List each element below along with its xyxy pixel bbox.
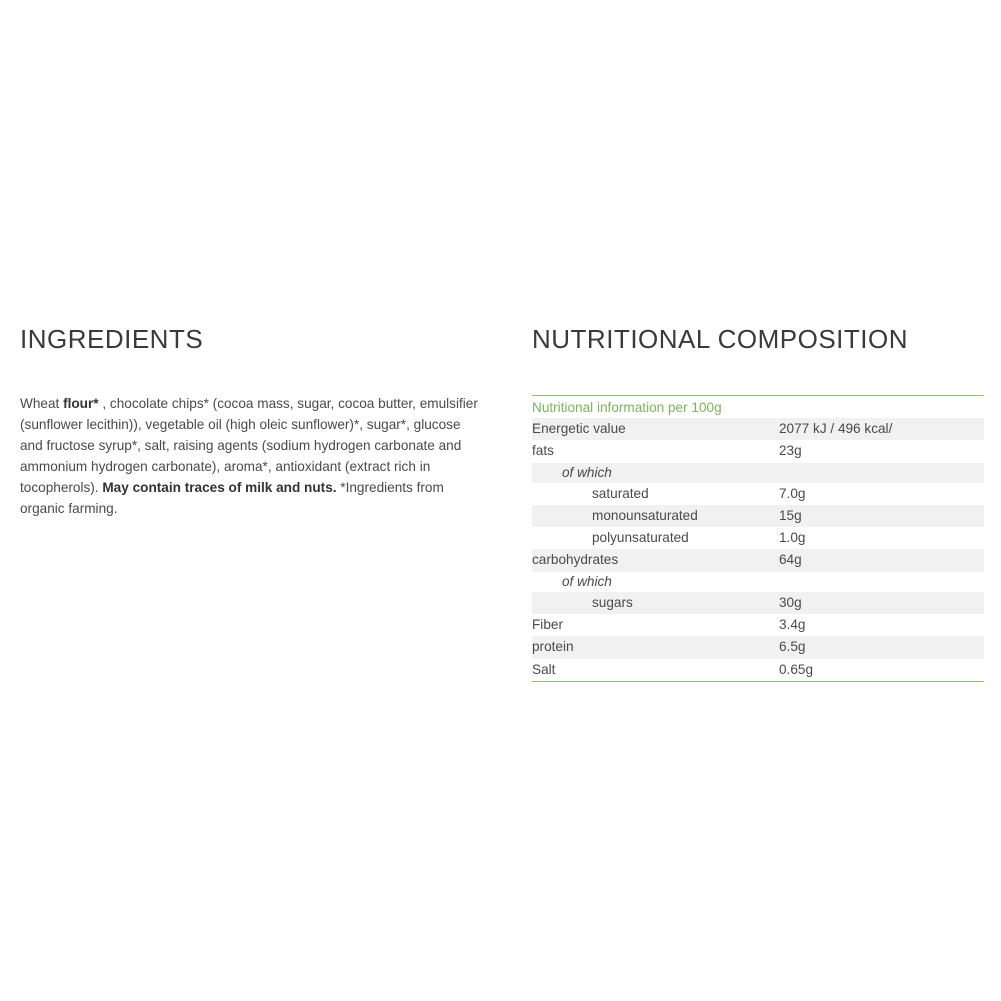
- table-row: [532, 463, 984, 483]
- nutrition-section: [532, 322, 984, 682]
- table-row: [532, 549, 984, 571]
- row-label: carbohydrates: [532, 552, 619, 568]
- row-value: 3.4g: [779, 617, 806, 633]
- ingredients-text: [20, 393, 480, 519]
- row-value: [779, 463, 984, 483]
- row-label: saturated: [592, 485, 649, 501]
- row-label: of which: [562, 464, 612, 480]
- table-row: [532, 636, 984, 658]
- table-row: [532, 572, 984, 592]
- nutrition-caption: Nutritional information per 100g: [532, 400, 722, 415]
- row-value: 0.65g: [779, 661, 814, 677]
- table-row: [532, 418, 984, 440]
- row-label: monounsaturated: [592, 507, 698, 523]
- row-value: [779, 572, 984, 592]
- ingredients-text-bold: flour*: [63, 396, 99, 411]
- table-row: [532, 505, 984, 527]
- row-label: of which: [562, 573, 612, 589]
- nutrition-title: NUTRITIONAL COMPOSITION: [532, 324, 908, 354]
- ingredients-section: [20, 322, 480, 519]
- row-label: protein: [532, 639, 574, 655]
- row-value: 64g: [779, 552, 802, 568]
- row-label: sugars: [592, 594, 633, 610]
- table-row: [532, 614, 984, 636]
- row-label: fats: [532, 443, 554, 459]
- row-label: Fiber: [532, 617, 563, 633]
- row-value: 30g: [779, 594, 802, 610]
- table-row: [532, 659, 984, 681]
- table-row: [532, 592, 984, 614]
- ingredients-title: INGREDIENTS: [20, 324, 204, 354]
- row-value: 6.5g: [779, 639, 806, 655]
- row-value: 23g: [779, 443, 802, 459]
- row-label: polyunsaturated: [592, 530, 689, 546]
- row-value: 2077 kJ / 496 kcal/: [779, 421, 893, 436]
- allergen-warning: May contain traces of milk and nuts.: [102, 480, 337, 495]
- row-value: 7.0g: [779, 485, 806, 501]
- organic-note: *Ingredients from organic farming.: [20, 480, 444, 516]
- row-value: 1.0g: [779, 530, 806, 546]
- table-row: [532, 483, 984, 505]
- row-value: 15g: [779, 507, 802, 523]
- nutrition-table: [532, 395, 984, 682]
- table-row: [532, 527, 984, 549]
- table-row: [532, 440, 984, 462]
- row-label: Salt: [532, 661, 556, 677]
- ingredients-text-part: Wheat: [20, 396, 64, 411]
- ingredients-text-part: , chocolate chips* (cocoa mass, sugar, cocoa butter, emulsifier (sunflower lecithin)), vegetable oil (high oleic sunflower)*, sugar*, glucose and fructose syrup*, salt, raising agents (sodium hydrogen carbonate and ammonium hydrogen carbonate), aroma*, antioxidant (extract rich in tocopherols).: [20, 396, 478, 495]
- row-label: Energetic value: [532, 421, 626, 436]
